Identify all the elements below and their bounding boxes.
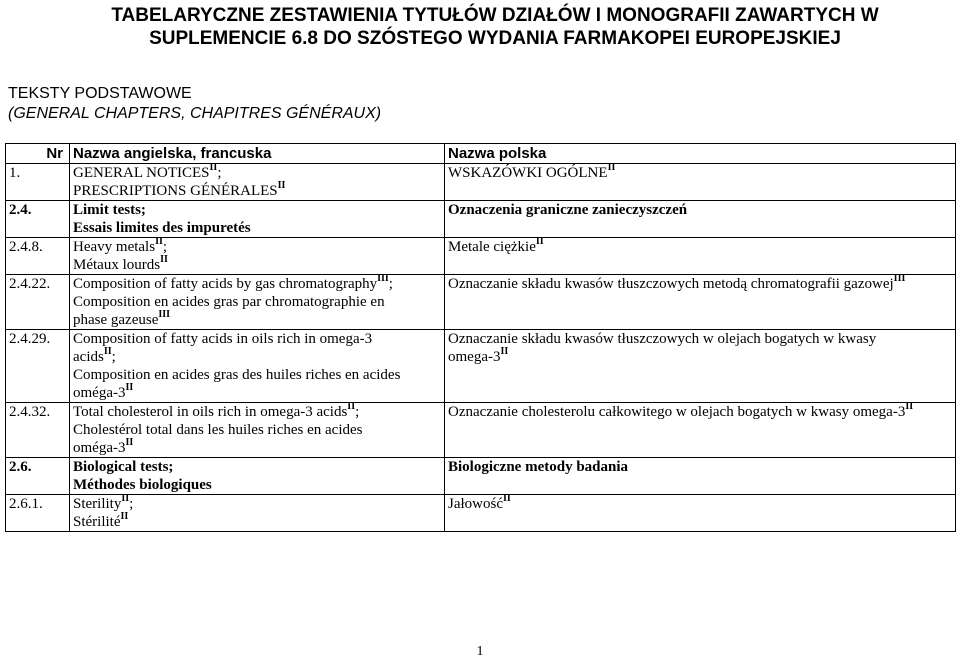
footnote-mark: II [125,382,134,393]
name-french-line-2: oméga-3 [73,440,126,456]
name-english: Sterility [73,496,122,512]
section-title: TEKSTY PODSTAWOWE [8,85,192,102]
footnote-mark: II [500,346,509,357]
row-names [70,201,445,238]
header-names: Nazwa angielska, francuska [70,144,445,164]
row-polish [445,164,956,201]
name-french-line-1: Composition en acides gras par chromatographie en [73,294,385,310]
name-english: Limit tests; [73,202,146,218]
name-french: Stérilité [73,514,121,530]
page-number: 1 [476,644,484,659]
footnote-mark: II [503,493,511,504]
name-french-line-2: oméga-3 [73,385,126,401]
section-subtitle: (GENERAL CHAPTERS, CHAPITRES GÉNÉRAUX) [8,105,382,122]
header-nr: Nr [6,144,70,164]
header-polish: Nazwa polska [445,144,956,164]
row-polish [445,403,956,458]
table-row [6,164,956,201]
name-polish: Oznaczanie składu kwasów tłuszczowych metodą chromatografii gazowej [448,276,894,292]
separator: ; [111,349,116,365]
footnote-mark: II [209,162,218,173]
name-french: Métaux lourds [73,257,161,273]
section-heading [8,84,381,124]
row-number: 2.4. [6,201,70,238]
row-polish [445,275,956,330]
title-line-2: SUPLEMENCIE 6.8 DO SZÓSTEGO WYDANIA FARMAKOPEI EUROPEJSKIEJ [149,28,841,49]
footnote-mark: II [607,162,616,173]
row-names [70,330,445,403]
chapters-table [5,143,956,532]
name-polish: Metale ciężkie [448,239,536,255]
row-number: 2.4.8. [6,238,70,275]
name-french: Méthodes biologiques [73,477,212,493]
title-line-1: TABELARYCZNE ZESTAWIENIA TYTUŁÓW DZIAŁÓW I MONOGRAFII ZAWARTYCH W [111,5,879,26]
name-polish: Jałowość [448,496,503,512]
table-row [6,403,956,458]
name-polish: Oznaczenia graniczne zanieczyszczeń [448,202,688,218]
name-english: GENERAL NOTICES [73,165,210,181]
name-english: Biological tests; [73,459,174,475]
table-row [6,458,956,495]
name-french-line-2: phase gazeuse [73,312,159,328]
table-row [6,275,956,330]
row-polish [445,238,956,275]
footnote-mark: II [277,180,286,191]
row-number: 2.4.29. [6,330,70,403]
row-number: 2.6. [6,458,70,495]
row-number: 2.4.32. [6,403,70,458]
name-polish: Biologiczne metody badania [448,459,629,475]
row-names [70,164,445,201]
name-polish: WSKAZÓWKI OGÓLNE [448,165,608,181]
footnote-mark: II [905,401,914,412]
footnote-mark: II [155,236,163,247]
row-names [70,495,445,532]
name-polish: Oznaczanie cholesterolu całkowitego w olejach bogatych w kwasy omega-3 [448,404,906,420]
table-row [6,238,956,275]
footnote-mark: II [120,511,129,522]
separator: ; [217,165,222,181]
name-english: Composition of fatty acids by gas chromatography [73,276,378,292]
row-polish [445,458,956,495]
footnote-mark: II [125,437,134,448]
name-english-line-1: Composition of fatty acids in oils rich in omega-3 [73,331,373,347]
row-names [70,275,445,330]
footnote-mark: II [160,254,168,265]
row-number: 1. [6,164,70,201]
table-row [6,495,956,532]
name-french-line-1: Cholestérol total dans les huiles riches en acides [73,422,363,438]
footnote-mark: II [347,401,356,412]
name-french: PRESCRIPTIONS GÉNÉRALES [73,183,278,199]
footnote-mark: III [377,273,389,284]
name-polish-line-2: omega-3 [448,349,501,365]
table-row [6,330,956,403]
row-number: 2.6.1. [6,495,70,532]
footnote-mark: III [158,309,171,320]
document-title [55,4,935,50]
separator: ; [162,239,168,255]
row-names [70,403,445,458]
separator: ; [388,276,393,292]
row-polish [445,201,956,238]
footnote-mark: II [121,493,130,504]
row-polish [445,330,956,403]
name-french-line-1: Composition en acides gras des huiles riches en acides [73,367,401,383]
table-header-row [6,144,956,164]
footnote-mark: III [893,273,906,284]
footnote-mark: II [103,346,112,357]
name-english: Total cholesterol in oils rich in omega-3 acids [73,404,348,420]
name-english: Heavy metals [73,239,156,255]
row-names [70,238,445,275]
name-french: Essais limites des impuretés [73,220,251,236]
separator: ; [129,496,134,512]
row-number: 2.4.22. [6,275,70,330]
footnote-mark: II [535,236,544,247]
separator: ; [355,404,360,420]
table-row [6,201,956,238]
row-polish [445,495,956,532]
row-names [70,458,445,495]
name-english-line-2: acids [73,349,104,365]
name-polish-line-1: Oznaczanie składu kwasów tłuszczowych w olejach bogatych w kwasy [448,331,877,347]
